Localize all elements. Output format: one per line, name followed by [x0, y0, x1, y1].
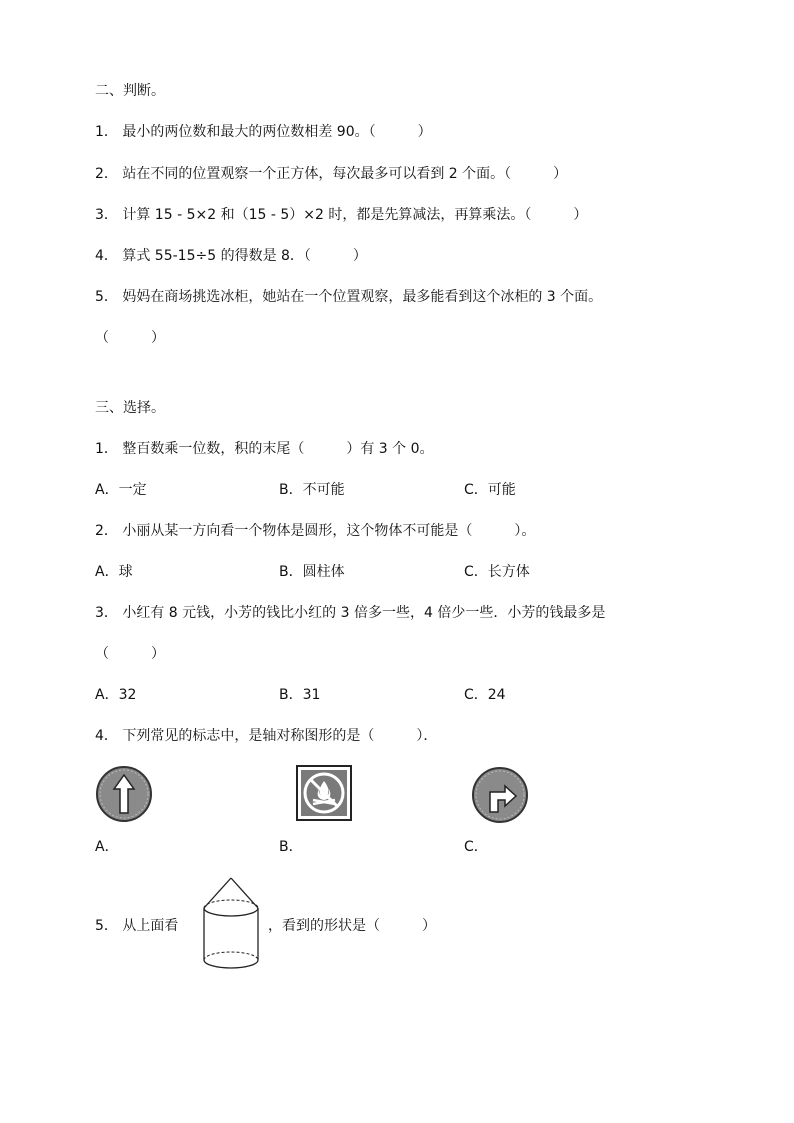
judge-item-5: 5． 妈妈在商场挑选冰柜，她站在一个位置观察，最多能看到这个冰柜的 3 个面。 [95, 289, 603, 305]
judge-item-3: 3． 计算 15 - 5×2 和（15 - 5）×2 时，都是先算减法，再算乘法。（ ） [95, 207, 588, 223]
choice-q1-option-c: C．可能 [464, 482, 516, 498]
cone-on-cylinder-icon [200, 876, 262, 972]
straight-arrow-sign-icon [95, 765, 153, 823]
choice-q2: 2． 小丽从某一方向看一个物体是圆形，这个物体不可能是（ ）。 [95, 523, 536, 539]
choice-q3: 3． 小红有 8 元钱，小芳的钱比小红的 3 倍多一些，4 倍少一些．小芳的钱最多是 [95, 605, 606, 621]
judge-item-4: 4． 算式 55-15÷5 的得数是 8．（ ） [95, 248, 367, 264]
choice-q5-text-after: ，看到的形状是（ ） [268, 918, 436, 934]
choice-q2-option-a: A．球 [95, 564, 133, 580]
section-3-heading: 三、选择。 [95, 400, 165, 416]
choice-q3-blank: （ ） [95, 646, 165, 662]
choice-q4-option-a: A． [95, 839, 119, 855]
judge-item-2: 2． 站在不同的位置观察一个正方体，每次最多可以看到 2 个面。（ ） [95, 166, 568, 182]
judge-item-5-blank: （ ） [95, 330, 165, 346]
choice-q3-option-b: B．31 [279, 687, 321, 703]
choice-q1: 1． 整百数乘一位数，积的末尾（ ）有 3 个 0。 [95, 441, 434, 457]
choice-q4-option-b: B． [279, 839, 303, 855]
choice-q4-option-c: C． [464, 839, 488, 855]
judge-item-1: 1． 最小的两位数和最大的两位数相差 90。（ ） [95, 124, 432, 140]
no-fire-sign-icon [296, 765, 352, 821]
section-2-heading: 二、判断。 [95, 83, 165, 99]
choice-q1-option-b: B．不可能 [279, 482, 345, 498]
choice-q3-option-a: A．32 [95, 687, 137, 703]
choice-q5-text-before: 5． 从上面看 [95, 918, 179, 934]
choice-q2-option-c: C．长方体 [464, 564, 530, 580]
right-turn-sign-icon [471, 766, 529, 824]
choice-q4: 4． 下列常见的标志中，是轴对称图形的是（ ）． [95, 728, 438, 744]
choice-q2-option-b: B．圆柱体 [279, 564, 345, 580]
choice-q3-option-c: C．24 [464, 687, 506, 703]
choice-q1-option-a: A．一定 [95, 482, 147, 498]
